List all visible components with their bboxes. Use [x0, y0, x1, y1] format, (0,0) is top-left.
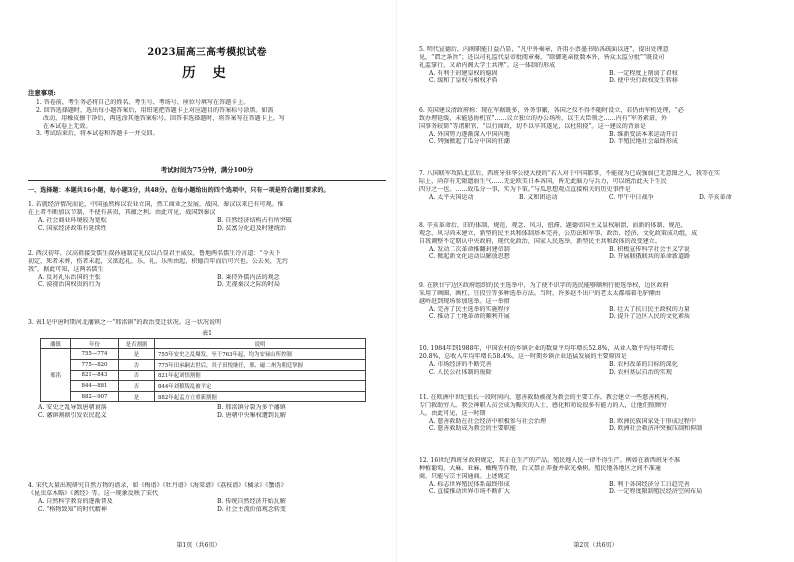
question-stem: 2. 西汉初年，汉高祖接受儒生叔孙通制定礼仪以凸显君主威仪，鲁地两名儒生冷言道：“今天下	[28, 250, 281, 257]
option-d: D. 农村基层自治的实现	[609, 368, 672, 376]
table-cell: 755—774	[71, 349, 119, 360]
question-stem: 际上，尚存有无限遗弱生气……无论欧美日本各国，皆无此脑力与兵力，可以统治此天下生民	[419, 177, 667, 185]
table-cell: 882年起孟方立重新割据	[155, 391, 366, 402]
question-stem: 四分之一也。……故瓜分一事，实为下策。”与瓜思想观点直接相关的历史事件是	[419, 185, 631, 193]
question-stem: 20.8%，总收入年均年增长58.4%。这一时期乡镇企业迅猛发展的主要原因是	[419, 352, 627, 360]
table-header: 藩镇	[41, 338, 71, 349]
option-d: D. 欧洲社会救济冲突被压制和抑制	[609, 425, 703, 433]
option-d: D. 社会主流价值观念转变	[217, 505, 286, 513]
option-c: C. 缓和了皇权与相权矛盾	[429, 77, 498, 85]
table-row	[41, 370, 366, 381]
options-group	[419, 70, 779, 86]
table-header: 年份	[71, 338, 119, 349]
options-group	[419, 418, 779, 434]
option-a: A. 慈善救助在社会经济中积极参与社会治理	[429, 417, 547, 425]
table-cell: 否	[119, 360, 155, 371]
option-b: B. 邢洺镇分裂为多个藩镇	[217, 404, 286, 412]
question-8	[419, 222, 779, 261]
option-b: B. 利于各国经济分工日趋完善	[609, 480, 690, 488]
table-cell: 否	[119, 381, 155, 392]
option-c: C. 列强掀起了瓜分中国的狂潮	[429, 138, 510, 146]
exam-time-line: 考试时间为75分钟，满分100分	[160, 166, 254, 174]
question-9	[419, 282, 779, 321]
option-d: D. 贫富分化趋及时建统治	[217, 224, 286, 232]
page-footer: 第1页（共6页）	[176, 542, 221, 549]
table-cell: 775—820	[71, 360, 119, 371]
option-b: B. 欧洲民族国家处于形成过程中	[609, 417, 696, 425]
option-a: A. 标志世界殖民体系最终形成	[429, 480, 510, 488]
option-c: C. 推动了土地革命的顺利开展	[429, 313, 510, 321]
option-c: C. 掀起新文化运动以解放思想	[429, 253, 510, 261]
question-stem: 在上者不断加以节制，不使有甚贵，其蕴之利。由此可见，战国到秦汉	[28, 208, 216, 216]
table-cell: 844年刘稹叛乱被平定	[155, 381, 366, 392]
question-stem: 人。由此可见，这一时期	[419, 409, 486, 417]
question-stem: 采用了画圈、画杠、豆投豆等多种选举方法。当时，许多赵不出户的老太太都端着毛驴颠由	[419, 289, 661, 297]
option-b: B. 义和团运动	[519, 193, 558, 201]
option-b: B. 积极宣传科学社会主义学说	[609, 245, 690, 253]
option-c: C. 慈善救助成为教会的主要职能	[429, 425, 516, 433]
option-b: B. 一定程度上削弱了君权	[609, 69, 678, 77]
table-row	[41, 349, 366, 360]
options-group	[419, 306, 779, 322]
notice-line: 3. 考试结束后，将本试卷和答题卡一并交回。	[36, 130, 159, 138]
notice-line: 改动，用橡皮擦干净后，再选涂其他答案标号。回答非选择题时，将答案写在答题卡上。写	[43, 114, 285, 122]
table-row	[41, 360, 366, 371]
question-stem: 4. 宋代大量出现研究自然万物的谱录，如《梅谱》《牡丹谱》《海棠谱》《荔枝谱》《橘录》《蟹谱》	[28, 482, 287, 489]
table-row	[41, 391, 366, 402]
table-cell: 755年安史之乱爆发，至于763年起，均为安禄山所控制	[155, 349, 366, 360]
option-d: D. 半殖民地社会最终形成	[609, 138, 678, 146]
option-b: B. 秉持外儒内法的观念	[217, 273, 280, 281]
option-b: B. 自然经济结构占有所突破	[217, 216, 292, 224]
notice-line: 1. 答卷前，考生务必将自己的姓名、考生号、考场号、座位号填写在答题卡上。	[36, 99, 250, 106]
table-cell-region: 邢洺	[41, 349, 71, 402]
exam-page-2	[397, 0, 794, 562]
option-a: A. 市场经济的不断完善	[429, 360, 492, 368]
options-group	[419, 481, 779, 497]
option-c: C. 甲午中日战争	[609, 193, 654, 201]
question-stem: 种植葡萄、大麻、亚麻、橄榄等作物，后又禁止养蚕并砍光桑树。殖民地各地区之间不准通	[419, 464, 661, 472]
question-stem: 6. 英国建议清政府称：现在军据既多，外务事繁，各国之仪不得不随时设立，若仍由军机处理，“必	[419, 107, 684, 114]
section-rule	[28, 180, 386, 181]
question-stem: 11. 在欧洲中世纪很长一段时间内，慈善救助被视为教会的主要工作。教会建立一些慈善机构，	[419, 394, 673, 401]
question-stem: 致办理延缓，未能恳协机宜”……议立独立的办公场所，以王大臣领之……内有“军务素谙，外	[419, 114, 668, 122]
question-stem: 越岭赶到现场参加选举。这一举措	[419, 297, 510, 305]
option-d: D. 开展联俄联共的革命新道路	[609, 253, 691, 261]
option-c: C. 国家经济政策有延续性	[38, 224, 107, 232]
table-cell: 是	[119, 391, 155, 402]
question-4	[28, 482, 386, 513]
table-cell: 775年田承嗣去世后，其子田悦继任，邢、磁二州为朝廷掌握	[155, 360, 366, 371]
question-stem: 礼监掌行，又命内阁大学士共理”。这一体制的形成	[419, 61, 556, 69]
options-group	[419, 131, 779, 147]
option-c: C. “格物致知”的时代精神	[38, 505, 107, 513]
question-stem: 9. 在陕甘宁边区政府组织的民主选举中，为了使不识字的选民能够顺利行使选举权，边区政府	[419, 282, 669, 289]
option-d: D. 一定程度限制殖民经济空间布局	[609, 488, 703, 496]
question-stem: 5. 明代宣德后，内阁职能日益凸显，“凡中外奏章，许用小票墨书贴各疏面以进”，提出处理意	[419, 46, 669, 53]
question-stem: 见，“谓之条旨”；还以司礼监代皇帝批阅章奏，“除御笔亲批数本外，皆众太监分批”“既设司	[419, 53, 665, 61]
option-a: A. 社会商业环境较为宽松	[38, 216, 107, 224]
options-group	[28, 217, 386, 233]
subject-title: 历 史	[182, 65, 232, 81]
table-cell: 否	[119, 370, 155, 381]
notice-heading: 注意事项:	[28, 89, 56, 97]
history-table	[40, 338, 366, 403]
table-cell: 882—907	[71, 391, 119, 402]
question-stem: 7. 八国联军攻陷北京后，西班牙驻华公使大使的“若人对于中国都事，不能视为已成强弱已无意图之人，我等在实	[419, 170, 721, 177]
option-b: B. 壮大了抗日民主政权的力量	[609, 305, 690, 313]
option-c: C. 藩镇割据引发农民起义	[38, 412, 107, 420]
options-group	[419, 361, 779, 377]
question-3	[28, 319, 386, 420]
table-cell: 821—843	[71, 370, 119, 381]
question-stem: 3. 表1是中唐时期河北藩镇之一“邢洺镇”的政治变迁状况。这一状况说明	[28, 319, 222, 326]
table-cell: 821年起刘悟割据	[155, 370, 366, 381]
notice-line: 2. 回答选择题时，选出每小题答案后，用铅笔把答题卡上对应题目的答案标号涂黑。如需	[36, 106, 274, 114]
option-a: A. 外国势力逐渐深入中国内地	[429, 130, 510, 138]
exam-title: 2023届高三高考模拟试卷	[147, 47, 267, 58]
option-a: A. 反对礼乐治国的主张	[38, 273, 101, 281]
question-stem: 国事务较简”等诸职官，“以行商政，切不以卒其遂见，以杜阻挠”。这一建议的背景是	[419, 122, 646, 130]
options-group	[28, 498, 386, 514]
question-stem: 我”。据此可知，这两名儒生	[28, 265, 104, 273]
option-b: B. 维新变法本来运动开启	[609, 130, 678, 138]
option-b: B. 传统自然经济开始瓦解	[217, 497, 286, 505]
question-stem: 《昆虫草木略》《禽经》等。这一现象反映了宋代	[28, 489, 159, 497]
question-10	[419, 345, 779, 376]
option-d: D. 无视秦汉之际的时局	[217, 281, 280, 289]
question-1	[28, 201, 386, 232]
question-12	[419, 457, 779, 496]
notice-line: 在本试卷上无效。	[43, 122, 92, 130]
question-stem: 自我调整不定期认中央政府，现代化政治，国家人民选举，新型民主共和政体的改变建立。	[419, 237, 661, 245]
question-2	[28, 250, 386, 289]
question-stem: 商，只能与宗主国通商。上述规定	[419, 472, 510, 480]
question-7	[419, 170, 779, 201]
question-stem: 1. 若就经济情况而论，中国虽然称以农业立国，然工商业之发展，战国、秦汉以来已有可观。惟	[28, 201, 284, 208]
option-c: C. 漠视治国权贵的行为	[38, 281, 101, 289]
option-d: D. 提升了边区人民的文化素质	[609, 313, 691, 321]
table-header: 说明	[155, 338, 366, 349]
option-a: A. 自然科学教育的逐渐普及	[38, 497, 113, 505]
table-caption: 表1	[202, 329, 212, 337]
question-stem: 初定，死者未葬，伤者未起，又欲起礼、乐。礼、乐所由起，积德百年而后可兴也。公去矣，无污	[28, 257, 289, 265]
option-a: A. 安史之乱导致唐朝衰落	[38, 404, 107, 412]
question-6	[419, 107, 779, 146]
option-c: C. 人民公社体制的废除	[429, 368, 492, 376]
table-header-row	[41, 338, 366, 349]
option-a: A. 完善了民主选举的实施程序	[429, 305, 510, 313]
question-11	[419, 394, 779, 433]
question-stem: 12. 16世纪西班牙政府规定，其正在生产的产品，殖民地人民一律不得生产。例如在新西班牙不准	[419, 457, 681, 464]
option-a: A. 太平天国运动	[429, 193, 474, 201]
section-heading: 一、选择题：本题共16小题，每小题3分，共48分。在每小题给出的四个选项中，只有一项是符合题目要求的。	[28, 187, 330, 194]
page-footer: 第2页（共6页）	[573, 542, 618, 549]
question-stem: 观念、风习尚未建立，新型的民主共和体制基本完善，公历法和军事、政治、经济、文化政策成功组，成	[419, 229, 698, 237]
option-b: B. 农村改革的目标的深化	[609, 360, 678, 368]
option-a: A. 发动二次革命推翻封建帝制	[429, 245, 510, 253]
options-group	[419, 194, 779, 202]
question-stem: 8. 辛亥革命后，旧的体制、规范、观念、风习，扭滞、题德帝国主义皇权崩溃，而新的体制、规范、	[419, 222, 687, 229]
notice-block	[28, 88, 386, 138]
table-row	[41, 381, 366, 392]
options-group	[28, 404, 386, 420]
option-a: A. 有利于封建皇权的稳固	[429, 69, 498, 77]
table-header: 是否割据	[119, 338, 155, 349]
table-cell: 844—881	[71, 381, 119, 392]
option-d: D. 辛亥革命	[699, 193, 732, 201]
option-d: D. 使中央行政权发生转移	[609, 77, 678, 85]
question-stem: 10. 1984年到1988年，中国农村的乡镇企业的数量平均年增长52.8%，从业人数平均每年增长	[419, 345, 675, 352]
option-c: C. 直接推动世界市场不断扩大	[429, 488, 510, 496]
table-cell: 是	[119, 349, 155, 360]
option-d: D. 唐朝中央集权遭到瓦解	[217, 412, 286, 420]
options-group	[419, 246, 779, 262]
question-stem: 专门救助穷人。教会神职人员会成为赈灾的人士，感化和劝说很多有能力的人，让他们照顾穷	[419, 401, 667, 409]
question-5	[419, 46, 779, 85]
options-group	[28, 274, 386, 290]
